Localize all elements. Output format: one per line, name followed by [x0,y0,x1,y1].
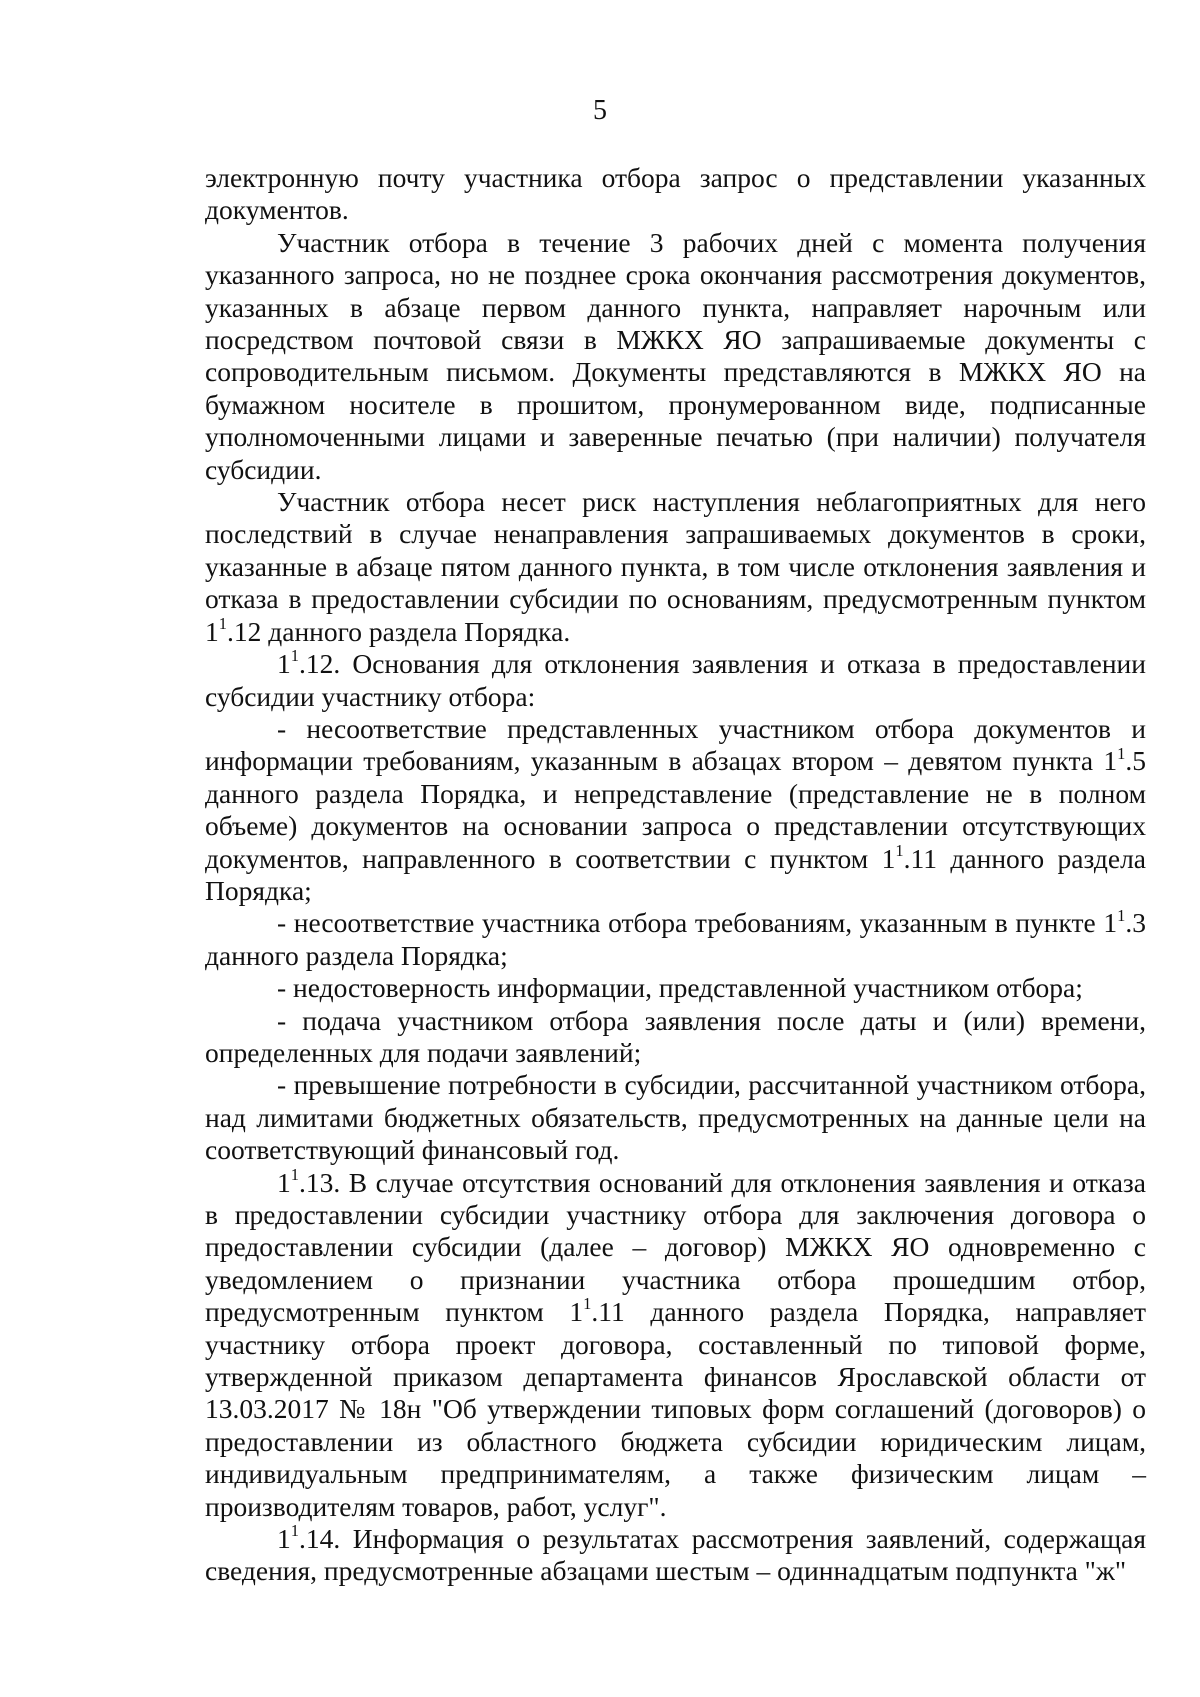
section-1-1-12: $1^1.12$. Основания для отклонения заявления и отказа в предоставлении субсидии участнику отбора: [205,646,1146,712]
superscript: 1 [218,613,227,633]
superscript: 1 [1117,905,1126,925]
section-1-1-13: $1^1.13$. В случае отсутствия оснований для отклонения заявления и отказа в предоставлении субсидии участнику отбора для заключения договора о предоставлении субсидии (далее – договор) МЖКХ ЯО одновременно с уведомлением о признании участника отбора прошедшим отбор, предусмотренным пунктом $1^1.11$ данного раздела Порядка, направляет участнику отбора проект договора, составленный по типовой форме, утвержденной приказом департамента финансов Ярославской области от 13.03.2017 № 18н "Об утверждении типовых форм соглашений (договоров) о предоставлении из областного бюджета субсидии юридическим лицам, индивидуальным предпринимателям, а также физическим лицам – производителям товаров, работ, услуг". [205,1164,1146,1522]
paragraph: электронную почту участника отбора запрос о представлении указанных документов. [205,162,1146,226]
paragraph: Участник отбора несет риск наступления неблагоприятных для него последствий в случае ненаправления запрашиваемых документов в сроки, указанные в абзаце пятом данного пункта, в том числе отклонения заявления и отказа в предоставлении субсидии по основаниям, предусмотренным пунктом $1^1.12$ данного раздела Порядка. [205,486,1146,647]
superscript: 1 [895,840,904,860]
superscript: 1 [290,1521,299,1541]
superscript: 1 [290,1164,299,1184]
section-1-1-14: $1^1.14$. Информация о результатах рассмотрения заявлений, содержащая сведения, предусмотренные абзацами шестым – одиннадцатым подпункта "ж" [205,1521,1146,1587]
list-item: - несоответствие участника отбора требованиям, указанным в пункте $1^1.3$ данного раздела Порядка; [205,905,1146,971]
page-number: 5 [593,95,607,126]
superscript: 1 [583,1294,592,1314]
superscript: 1 [1117,743,1126,763]
list-item: - несоответствие представленных участником отбора документов и информации требованиям, указанным в абзацах втором – девятом пункта $1^1.5$ данного раздела Порядка, и непредставление (представление не в полном объеме) документов на основании запроса о представлении отсутствующих документов, направленного в соответствии с пунктом $1^1.11$ данного раздела Порядка; [205,712,1147,906]
list-item: - подача участником отбора заявления после даты и (или) времени, определенных для подачи заявлений; [205,1004,1146,1068]
list-item: - превышение потребности в субсидии, рассчитанной участником отбора, над лимитами бюджетных обязательств, предусмотренных на данные цели на соответствующий финансовый год. [205,1069,1146,1166]
superscript: 1 [290,646,299,666]
paragraph: Участник отбора в течение 3 рабочих дней с момента получения указанного запроса, но не позднее срока окончания рассмотрения документов, указанных в абзаце первом данного пункта, направляет нарочным или посредством почтовой связи в МЖКХ ЯО запрашиваемые документы с сопроводительным письмом. Документы представляются в МЖКХ ЯО на бумажном носителе в прошитом, пронумерованном виде, подписанные уполномоченными лицами и заверенные печатью (при наличии) получателя субсидии. [205,226,1146,485]
document-body [205,162,1146,1588]
list-item: - недостоверность информации, представленной участником отбора; [277,972,1083,1004]
